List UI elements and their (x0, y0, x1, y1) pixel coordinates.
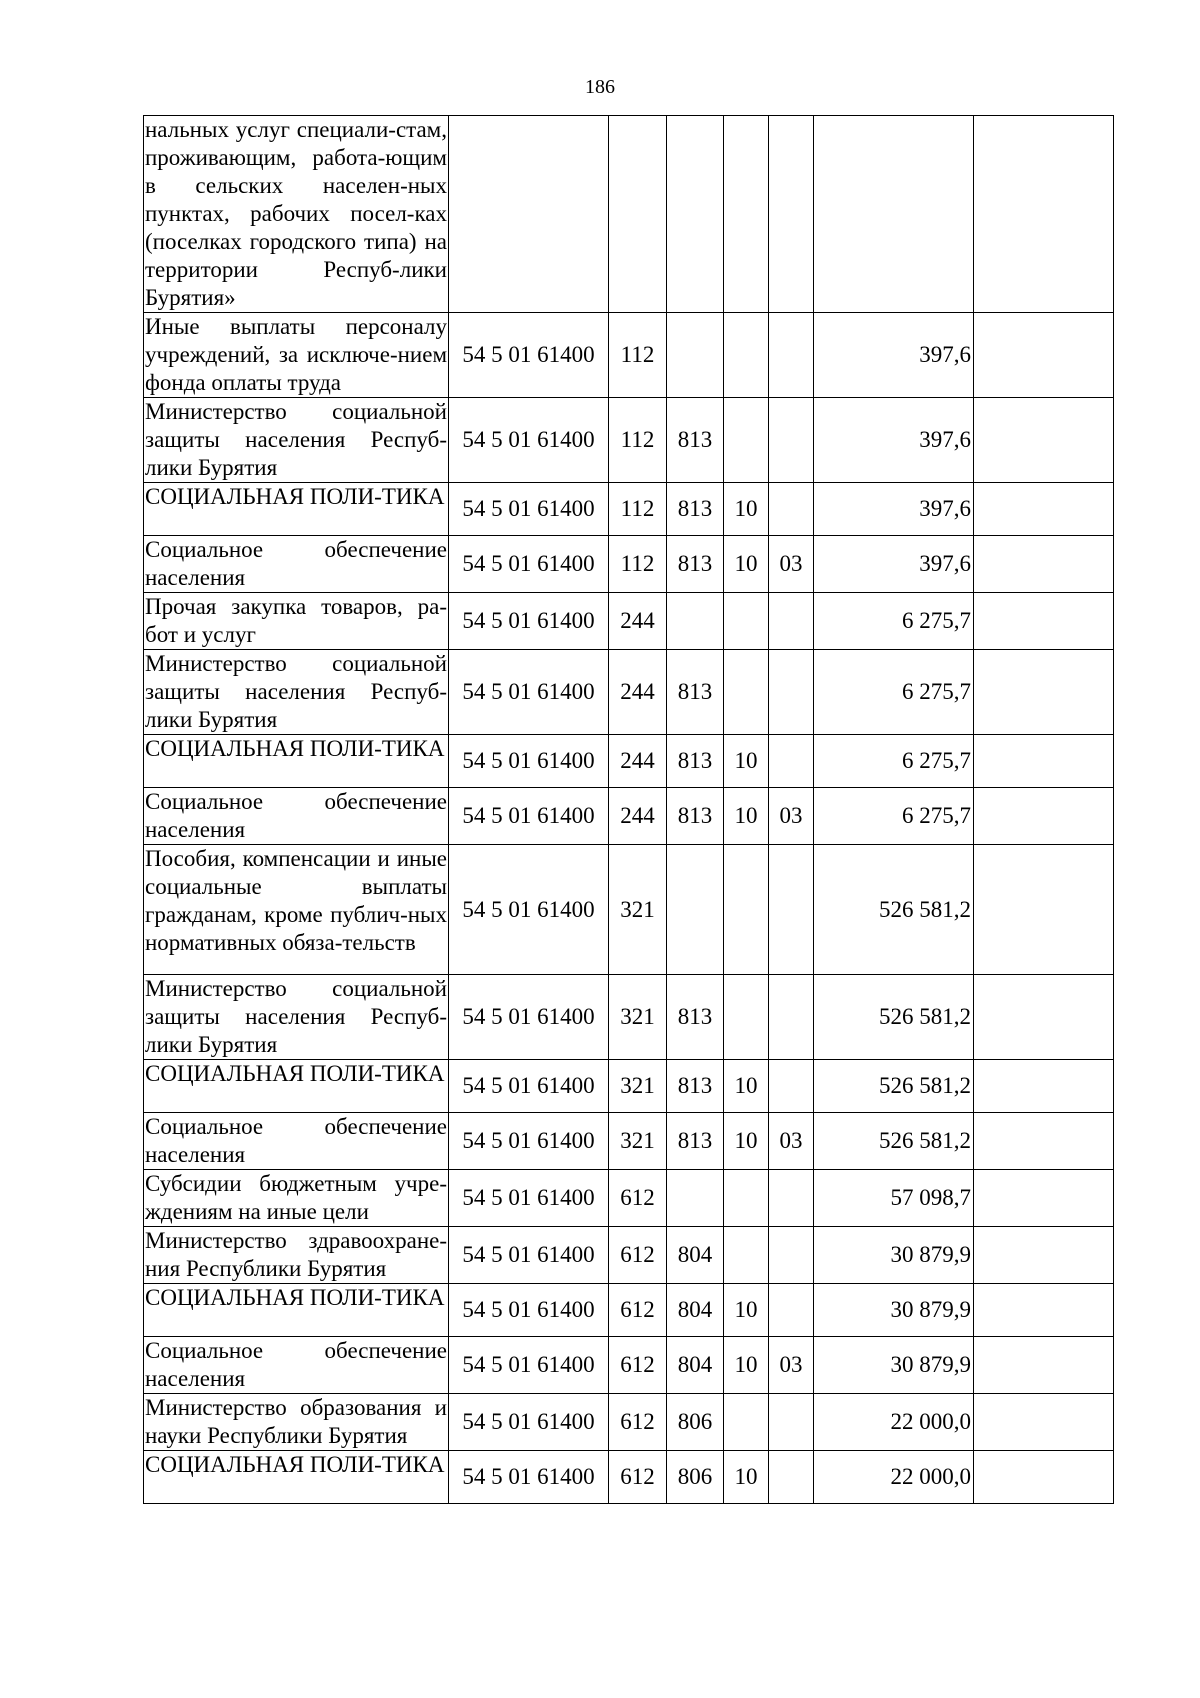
row-pr-cell: 03 (769, 788, 814, 845)
row-rz-cell (724, 116, 769, 313)
row-pr-cell (769, 1284, 814, 1337)
row-vr-cell: 244 (609, 593, 667, 650)
row-extra-cell (974, 536, 1114, 593)
row-name-cell: Социальное обеспечение населения (144, 1337, 449, 1394)
row-extra-cell (974, 1227, 1114, 1284)
row-name-cell: Социальное обеспечение населения (144, 536, 449, 593)
row-rz-cell: 10 (724, 1337, 769, 1394)
row-rz-cell: 10 (724, 536, 769, 593)
row-sum-cell: 57 098,7 (814, 1170, 974, 1227)
table-row (144, 313, 1114, 398)
row-gr-cell: 813 (667, 735, 724, 788)
row-extra-cell (974, 1337, 1114, 1394)
row-gr-cell: 804 (667, 1227, 724, 1284)
page-number: 186 (585, 76, 615, 98)
table-row (144, 1451, 1114, 1504)
row-pr-cell (769, 1170, 814, 1227)
row-pr-cell (769, 398, 814, 483)
row-gr-cell: 804 (667, 1284, 724, 1337)
row-rz-cell (724, 975, 769, 1060)
row-gr-cell: 813 (667, 483, 724, 536)
row-pr-cell (769, 735, 814, 788)
row-rz-cell (724, 650, 769, 735)
row-sum-cell: 526 581,2 (814, 1060, 974, 1113)
row-pr-cell (769, 116, 814, 313)
row-extra-cell (974, 1060, 1114, 1113)
row-code-cell: 54 5 01 61400 (449, 483, 609, 536)
row-extra-cell (974, 398, 1114, 483)
row-sum-cell: 22 000,0 (814, 1451, 974, 1504)
row-code-cell: 54 5 01 61400 (449, 1394, 609, 1451)
row-extra-cell (974, 788, 1114, 845)
row-name-cell: Министерство здравоохране-ния Республики Бурятия (144, 1227, 449, 1284)
row-vr-cell: 244 (609, 735, 667, 788)
row-gr-cell (667, 313, 724, 398)
row-name-cell: Министерство социальной защиты населения Респуб-лики Бурятия (144, 650, 449, 735)
row-name-cell: СОЦИАЛЬНАЯ ПОЛИ-ТИКА (144, 735, 449, 788)
row-gr-cell: 804 (667, 1337, 724, 1394)
row-name-cell: СОЦИАЛЬНАЯ ПОЛИ-ТИКА (144, 1060, 449, 1113)
row-rz-cell: 10 (724, 1113, 769, 1170)
row-pr-cell (769, 975, 814, 1060)
table-row (144, 1170, 1114, 1227)
row-rz-cell: 10 (724, 788, 769, 845)
row-pr-cell (769, 1394, 814, 1451)
row-gr-cell: 813 (667, 536, 724, 593)
row-vr-cell: 112 (609, 313, 667, 398)
table-row (144, 398, 1114, 483)
row-vr-cell: 612 (609, 1227, 667, 1284)
row-code-cell: 54 5 01 61400 (449, 1284, 609, 1337)
row-vr-cell: 112 (609, 398, 667, 483)
row-rz-cell (724, 398, 769, 483)
row-sum-cell: 526 581,2 (814, 1113, 974, 1170)
row-pr-cell (769, 593, 814, 650)
row-code-cell: 54 5 01 61400 (449, 398, 609, 483)
budget-table (143, 115, 1114, 1504)
row-rz-cell: 10 (724, 1451, 769, 1504)
row-code-cell: 54 5 01 61400 (449, 1337, 609, 1394)
row-extra-cell (974, 650, 1114, 735)
row-extra-cell (974, 735, 1114, 788)
table-row (144, 116, 1114, 313)
row-name-cell: Министерство социальной защиты населения Респуб-лики Бурятия (144, 975, 449, 1060)
row-extra-cell (974, 313, 1114, 398)
row-name-cell: СОЦИАЛЬНАЯ ПОЛИ-ТИКА (144, 1284, 449, 1337)
row-gr-cell: 813 (667, 398, 724, 483)
row-gr-cell (667, 1170, 724, 1227)
row-code-cell: 54 5 01 61400 (449, 1113, 609, 1170)
row-code-cell: 54 5 01 61400 (449, 975, 609, 1060)
row-vr-cell: 112 (609, 536, 667, 593)
table-body (144, 116, 1114, 1504)
row-code-cell: 54 5 01 61400 (449, 593, 609, 650)
row-sum-cell: 397,6 (814, 483, 974, 536)
row-sum-cell: 6 275,7 (814, 788, 974, 845)
row-pr-cell (769, 845, 814, 975)
table-row (144, 735, 1114, 788)
row-rz-cell (724, 313, 769, 398)
row-name-cell: Министерство образования и науки Республики Бурятия (144, 1394, 449, 1451)
row-rz-cell: 10 (724, 1284, 769, 1337)
row-vr-cell: 244 (609, 650, 667, 735)
row-sum-cell: 30 879,9 (814, 1337, 974, 1394)
row-extra-cell (974, 975, 1114, 1060)
table-row (144, 1337, 1114, 1394)
row-pr-cell: 03 (769, 536, 814, 593)
row-vr-cell: 321 (609, 975, 667, 1060)
row-name-cell: Иные выплаты персоналу учреждений, за исключе-нием фонда оплаты труда (144, 313, 449, 398)
row-name-cell: Социальное обеспечение населения (144, 788, 449, 845)
row-sum-cell (814, 116, 974, 313)
row-name-cell: нальных услуг специали-стам, проживающим, работа-ющим в сельских населен-ных пунктах, рабочих посел-ках (поселках городского типа) на территории Респуб-лики Бурятия» (144, 116, 449, 313)
row-sum-cell: 526 581,2 (814, 975, 974, 1060)
row-extra-cell (974, 1113, 1114, 1170)
row-rz-cell (724, 845, 769, 975)
table-row (144, 593, 1114, 650)
row-name-cell: СОЦИАЛЬНАЯ ПОЛИ-ТИКА (144, 483, 449, 536)
row-gr-cell: 813 (667, 1060, 724, 1113)
row-name-cell: Субсидии бюджетным учре-ждениям на иные цели (144, 1170, 449, 1227)
row-pr-cell (769, 1060, 814, 1113)
table-row (144, 975, 1114, 1060)
table-row (144, 845, 1114, 975)
row-sum-cell: 397,6 (814, 313, 974, 398)
row-gr-cell (667, 593, 724, 650)
table-row (144, 1227, 1114, 1284)
row-rz-cell: 10 (724, 1060, 769, 1113)
row-pr-cell: 03 (769, 1337, 814, 1394)
row-rz-cell: 10 (724, 483, 769, 536)
row-vr-cell: 612 (609, 1451, 667, 1504)
row-gr-cell: 806 (667, 1394, 724, 1451)
row-pr-cell: 03 (769, 1113, 814, 1170)
row-vr-cell: 321 (609, 1060, 667, 1113)
row-extra-cell (974, 1394, 1114, 1451)
row-name-cell: Министерство социальной защиты населения Респуб-лики Бурятия (144, 398, 449, 483)
row-vr-cell: 612 (609, 1284, 667, 1337)
row-extra-cell (974, 1451, 1114, 1504)
table-row (144, 536, 1114, 593)
row-code-cell: 54 5 01 61400 (449, 1227, 609, 1284)
row-vr-cell: 244 (609, 788, 667, 845)
table-row (144, 1284, 1114, 1337)
row-code-cell (449, 116, 609, 313)
row-sum-cell: 22 000,0 (814, 1394, 974, 1451)
row-sum-cell: 6 275,7 (814, 650, 974, 735)
row-gr-cell: 813 (667, 1113, 724, 1170)
row-pr-cell (769, 1451, 814, 1504)
row-extra-cell (974, 1170, 1114, 1227)
table-row (144, 1113, 1114, 1170)
row-code-cell: 54 5 01 61400 (449, 1451, 609, 1504)
row-code-cell: 54 5 01 61400 (449, 536, 609, 593)
row-vr-cell (609, 116, 667, 313)
row-vr-cell: 612 (609, 1337, 667, 1394)
row-pr-cell (769, 313, 814, 398)
row-gr-cell (667, 116, 724, 313)
row-gr-cell: 813 (667, 975, 724, 1060)
table-row (144, 483, 1114, 536)
row-extra-cell (974, 593, 1114, 650)
table-row (144, 1060, 1114, 1113)
row-gr-cell (667, 845, 724, 975)
row-code-cell: 54 5 01 61400 (449, 1170, 609, 1227)
row-code-cell: 54 5 01 61400 (449, 735, 609, 788)
row-code-cell: 54 5 01 61400 (449, 845, 609, 975)
row-code-cell: 54 5 01 61400 (449, 650, 609, 735)
row-sum-cell: 526 581,2 (814, 845, 974, 975)
row-extra-cell (974, 845, 1114, 975)
row-code-cell: 54 5 01 61400 (449, 788, 609, 845)
row-name-cell: Социальное обеспечение населения (144, 1113, 449, 1170)
row-sum-cell: 30 879,9 (814, 1284, 974, 1337)
row-vr-cell: 321 (609, 845, 667, 975)
row-extra-cell (974, 483, 1114, 536)
row-extra-cell (974, 116, 1114, 313)
row-pr-cell (769, 1227, 814, 1284)
row-name-cell: Прочая закупка товаров, ра-бот и услуг (144, 593, 449, 650)
row-extra-cell (974, 1284, 1114, 1337)
row-rz-cell (724, 1170, 769, 1227)
row-gr-cell: 813 (667, 788, 724, 845)
row-code-cell: 54 5 01 61400 (449, 313, 609, 398)
row-sum-cell: 30 879,9 (814, 1227, 974, 1284)
row-sum-cell: 6 275,7 (814, 735, 974, 788)
row-name-cell: Пособия, компенсации и иные социальные выплаты гражданам, кроме публич-ных нормативных обяза-тельств (144, 845, 449, 975)
row-rz-cell (724, 1227, 769, 1284)
row-sum-cell: 397,6 (814, 536, 974, 593)
row-rz-cell: 10 (724, 735, 769, 788)
table-row (144, 650, 1114, 735)
row-vr-cell: 321 (609, 1113, 667, 1170)
row-vr-cell: 112 (609, 483, 667, 536)
row-vr-cell: 612 (609, 1170, 667, 1227)
row-sum-cell: 6 275,7 (814, 593, 974, 650)
table-row (144, 788, 1114, 845)
row-rz-cell (724, 1394, 769, 1451)
row-name-cell: СОЦИАЛЬНАЯ ПОЛИ-ТИКА (144, 1451, 449, 1504)
row-pr-cell (769, 650, 814, 735)
row-gr-cell: 813 (667, 650, 724, 735)
row-rz-cell (724, 593, 769, 650)
row-vr-cell: 612 (609, 1394, 667, 1451)
row-code-cell: 54 5 01 61400 (449, 1060, 609, 1113)
row-pr-cell (769, 483, 814, 536)
row-sum-cell: 397,6 (814, 398, 974, 483)
table-row (144, 1394, 1114, 1451)
row-gr-cell: 806 (667, 1451, 724, 1504)
